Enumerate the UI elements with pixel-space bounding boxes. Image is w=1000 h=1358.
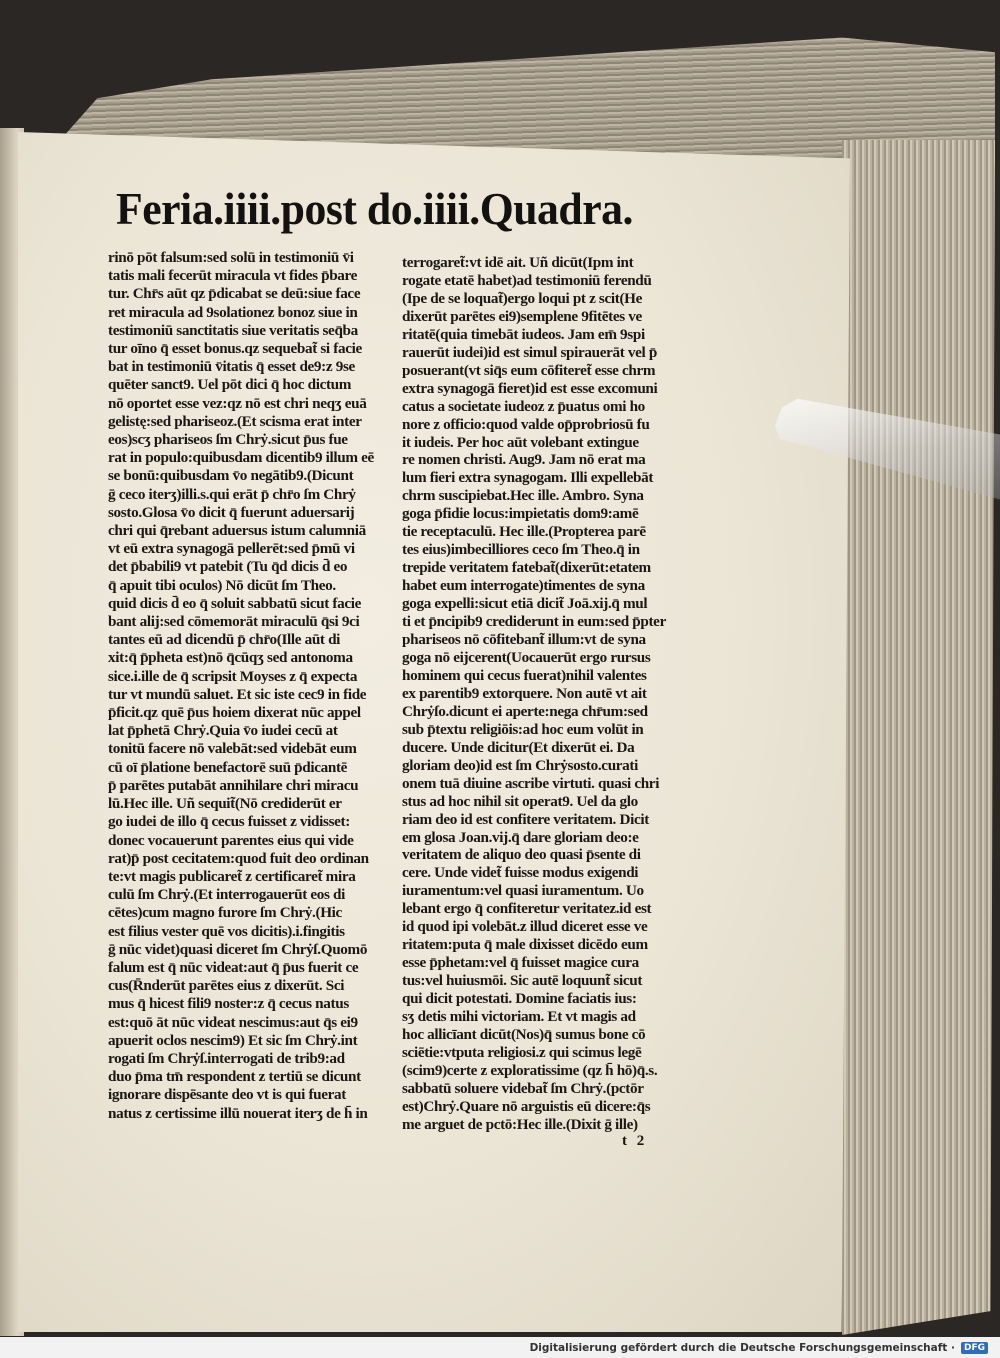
- text-line: tantes eū ad dicendū p̄ chr̄o(Ille aūt di: [108, 631, 341, 649]
- text-line: terrogaret̃:vt idē ait. Uñ dicūt(Ipm int: [402, 254, 634, 271]
- text-line: chri qui q̄rebant aduersus istum calumniā: [108, 522, 366, 540]
- text-line: extra synagogā fieret)id est esse excomuni: [402, 379, 658, 397]
- text-line: (Ipe de se loquat̃)ergo loqui pt z scit(He: [402, 289, 643, 307]
- text-line: p̄ficit.qz quē p̄us hoiem dixerat nūc appel: [108, 704, 361, 722]
- text-line: natus z certissime illū nouerat iterʒ de h̄ in: [108, 1104, 368, 1122]
- text-line: ducere. Unde dicitur(Et dixerūt ei. Da: [402, 738, 635, 756]
- text-line: me arguet de pctō:Hec ille.(Dixit ḡ ille): [402, 1115, 638, 1133]
- text-line: goga p̄fidie locus:impietatis dom9:amē: [402, 505, 639, 523]
- text-line: sice.i.ille de q̄ scripsit Moyses z q̄ expecta: [108, 667, 358, 685]
- text-line: phariseos nō cōfitebant̃ illum:vt de syna: [402, 631, 646, 649]
- text-line: lat p̄phetā Chrẏ.Quia v̄o iudei cecū at: [108, 722, 338, 740]
- text-line: det p̄babili9 vt patebit (Tu q̄d dicis d̄ eo: [108, 558, 348, 576]
- text-line: veritatem de aliquo deo quasi p̄sente di: [402, 846, 641, 864]
- text-line: testimoniū sanctitatis siue veritatis seq̄ba: [108, 321, 358, 339]
- text-line: tonitū facere nō valebāt:sed videbāt eum: [108, 740, 357, 758]
- digitization-footer: [0, 1337, 1000, 1358]
- text-line: nō oportet esse vez:qz nō est chri neqʒ euā: [108, 394, 367, 412]
- text-line: q̄ apuit tibi oculos) Nō dicūt ſm Theo.: [108, 576, 336, 594]
- text-line: tur vt mundū saluet. Et sic iste cec9 in fide: [108, 685, 367, 703]
- text-line: quid dicis d̄ eo q̄ soluit sabbatū sicut facie: [108, 594, 361, 612]
- page-heading: Feria.iiii.post do.iiii.Quadra.: [116, 183, 634, 234]
- text-line: tatis mali fecerūt miracula vt fides p̄bare: [108, 267, 358, 285]
- text-line: bant alij:sed cōmemorāt miraculū q̄si 9ci: [108, 613, 360, 631]
- signature-mark: t 2: [622, 1133, 648, 1149]
- text-line: goga nō eijcerent(Uocauerūt ergo rursus: [402, 648, 651, 666]
- text-line: em glosa Joan.vij.q̄ dare gloriam deo:e: [402, 828, 639, 846]
- text-line: dixerūt parētes ei9)semplene 9fitētes ve: [402, 307, 642, 325]
- text-line: iuramentum:vel quasi iuramentum. Uo: [402, 882, 644, 900]
- text-line: esse p̄phetam:vel q̄ fuisset magice cura: [402, 954, 639, 972]
- text-line: est filius vester quē vos dicitis).i.fingitis: [108, 922, 345, 940]
- text-line: hoc allicīant dicūt(Nos)q̄ sumus bone cō: [402, 1025, 646, 1043]
- book-fore-edge: [842, 140, 995, 1335]
- text-line: go iudei de illo q̄ cecus fuisset z vidisset:: [108, 813, 350, 831]
- text-line: falum est q̄ nūc videat:aut q̄ p̄us fuerit ce: [108, 958, 359, 976]
- text-line: nore z officio:quod valde op̄probriosū fu: [402, 415, 650, 433]
- text-line: p̄ parētes putabāt annihilare chri miracu: [108, 776, 359, 794]
- text-line: sʒ detis mihi victoriam. Et vt magis ad: [402, 1008, 636, 1026]
- text-line: cū oī p̄latione benefactorē suū p̄dicantē: [108, 758, 348, 776]
- text-line: posuerant(vt siq̄s eum cōfiteret̃ esse chrm: [402, 361, 656, 379]
- text-line: sciētie:vtputa religiosi.z qui scimus legē: [402, 1043, 642, 1061]
- text-line: tur. Chr̄s aūt qz p̄dicabat se deū:siue face: [108, 285, 361, 303]
- text-line: te:vt magis publicaret̃ z certificaret̃ mira: [108, 867, 356, 885]
- dfg-logo-icon: DFG: [961, 1342, 988, 1354]
- text-line: ti et p̄ncipib9 crediderunt in eum:sed p̄pter: [402, 613, 666, 631]
- text-line: riam deo id est confitere veritatem. Dicit: [402, 810, 649, 828]
- text-line: ret miracula ad 9solationez bonoz siue in: [108, 303, 358, 321]
- text-line: ex parentib9 extorquere. Non autē vt ait: [402, 684, 647, 702]
- text-line: catus a societate iudeoz z p̄uatus omi ho: [402, 397, 645, 415]
- left-text-column: [108, 249, 400, 1123]
- text-line: culū ſm Chrẏ.(Et interrogauerūt eos di: [108, 886, 345, 904]
- text-line: ḡ nūc videt)quasi diceret ſm Chrẏſ.Quomō: [108, 940, 368, 958]
- text-line: ḡ ceco iterʒ)illi.s.qui erāt p̄ chr̄o ſm Chrẏ: [108, 485, 356, 503]
- funding-credit: Digitalisierung gefördert durch die Deutsche Forschungsgemeinschaft ·: [529, 1341, 955, 1354]
- text-line: re nomen christi. Aug9. Jam nō erat ma: [402, 451, 646, 469]
- text-line: sabbatū soluere videbat̃ ſm Chrẏ.(pctōr: [402, 1079, 644, 1097]
- text-line: donec vocauerunt parentes eius qui vide: [108, 831, 354, 849]
- text-line: ritatē(quia timebāt iudeos. Jam em̄ 9spi: [402, 325, 645, 343]
- text-line: cus(R̄nderūt parētes eius z dixerūt. Sci: [108, 977, 345, 995]
- text-line: tus:vel huiusmōi. Sic autē loquunt̃ sicut: [402, 972, 643, 990]
- text-line: eos)scʒ phariseos ſm Chrẏ.sicut p̄us fue: [108, 431, 348, 449]
- text-line: lum fieri extra synagogam. Illi expellebāt: [402, 469, 654, 487]
- text-line: sosto.Glosa v̄o dicit q̄ fuerunt aduersarij: [108, 503, 355, 521]
- text-line: rat)p̄ post cecitatem:quod fuit deo ordinan: [108, 849, 369, 867]
- text-line: tes eius)imbecilliores ceco ſm Theo.q̄ in: [402, 541, 640, 559]
- text-line: cētes)cum magno furore ſm Chrẏ.(Hic: [108, 904, 342, 922]
- text-line: xit:q̄ p̄pheta est)nō q̄cūqʒ sed antonoma: [108, 649, 353, 667]
- text-line: habet eum interrogate)timentes de syna: [402, 577, 645, 595]
- text-line: chrm suscipiebat.Hec ille. Ambro. Syna: [402, 487, 644, 505]
- text-line: id quod ipi volebāt.z illud diceret esse ve: [402, 918, 648, 936]
- text-line: (scim9)certe z exploratissime (qz h̄ hō)q̄.s.: [402, 1061, 658, 1079]
- text-line: sub p̄textu religiōis:ad hoc eum volūt in: [402, 720, 644, 738]
- text-line: stus ad hoc nihil sit operat9. Uel da glo: [402, 792, 638, 810]
- text-line: qui dicit potestati. Domine faciatis ius:: [402, 990, 637, 1008]
- text-line: rogate etatē habet)ad testimoniū ferendū: [402, 271, 652, 289]
- text-line: ritatem:puta q̄ male dixisset dicēdo eum: [402, 936, 648, 954]
- text-line: tur oīno q̄ esset bonus.qz sequebat̃ si facie: [108, 340, 362, 358]
- text-line: est)Chrẏ.Quare nō arguistis eū dicere:q̄s: [402, 1097, 651, 1115]
- text-line: tie receptaculū. Hec ille.(Propterea parē: [402, 523, 646, 541]
- text-line: lū.Hec ille. Uñ sequit̃(Nō crediderūt er: [108, 795, 342, 813]
- text-line: mus q̄ hicest fili9 noster:z q̄ cecus natus: [108, 995, 349, 1013]
- text-line: cere. Unde videt̃ fuisse modus exigendi: [402, 864, 639, 882]
- text-line: gelistę:sed phariseoz.(Et scisma erat inter: [108, 412, 362, 430]
- text-line: ignorare dispēsante deo vt is qui fuerat: [108, 1086, 347, 1104]
- text-line: rogati ſm Chrẏſ.interrogati de trib9:ad: [108, 1049, 345, 1067]
- text-line: rinō pōt falsum:sed solū in testimoniū v̄i: [108, 249, 354, 266]
- text-line: trepide veritatem fatebat̃(dixerūt:etatem: [402, 559, 651, 577]
- text-line: it iudeis. Per hoc aūt volebant extingue: [402, 433, 639, 451]
- text-line: rat in populo:quibusdam dicentib9 illum eē: [108, 449, 374, 467]
- text-line: vt eū extra synagogā pellerēt:sed p̄mū vi: [108, 540, 355, 558]
- right-text-column: [402, 254, 707, 1134]
- text-line: duo p̄ma tm̄ respondent z tertiū se dicunt: [108, 1068, 361, 1086]
- text-line: Chrẏſo.dicunt ei aperte:nega chr̄um:sed: [402, 702, 648, 720]
- text-line: gloriam deo)id est ſm Chrẏsosto.curati: [402, 756, 638, 774]
- text-line: rauerūt iudei)id est simul spirauerāt vel p̄: [402, 343, 657, 361]
- text-line: onem tuā diuine ascribe virtuti. quasi chri: [402, 774, 660, 792]
- text-line: hominem qui cecus fuerat)nihil valentes: [402, 666, 647, 684]
- text-line: se bonū:quibusdam v̄o negātib9.(Dicunt: [108, 467, 354, 485]
- text-line: goga expelli:sicut etiā dicit̃ Joā.xij.q̄ mul: [402, 595, 648, 613]
- text-line: lebant ergo q̄ confiteretur veritatez.id est: [402, 900, 652, 918]
- text-line: apuerit oclos nescim9) Et sic ſm Chrẏ.int: [108, 1031, 358, 1049]
- text-line: est:quō āt nūc videat nescimus:aut q̄s ei9: [108, 1013, 358, 1031]
- text-line: quēter sanct9. Uel pōt dici q̄ hoc dictum: [108, 376, 352, 394]
- text-line: bat in testimoniū v̄itatis q̄ esset de9:z 9se: [108, 358, 355, 376]
